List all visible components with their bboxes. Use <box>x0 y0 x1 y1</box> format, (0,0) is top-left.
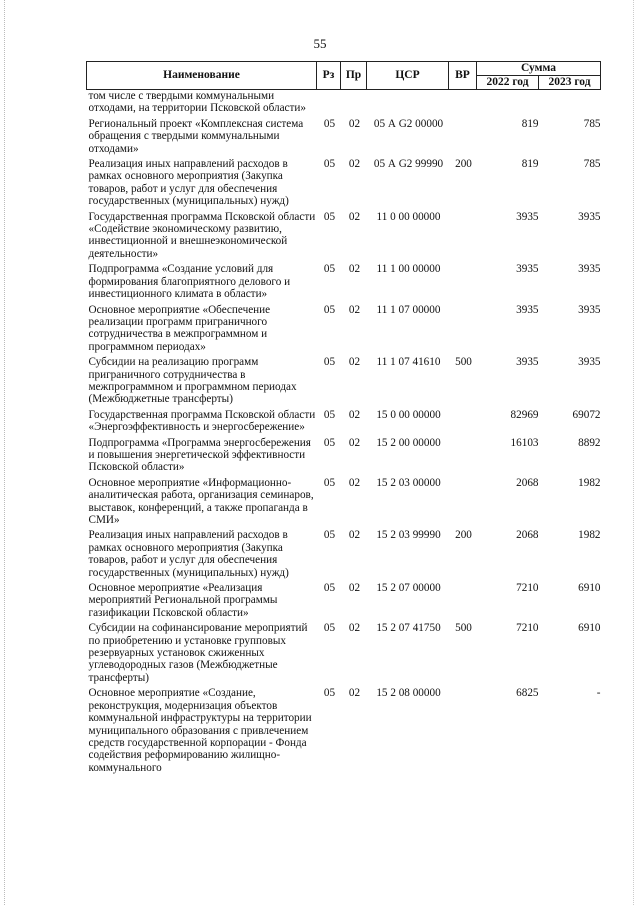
table-header <box>87 62 601 90</box>
cell-vr: 200 <box>455 158 472 171</box>
cell-rz: 05 <box>323 303 336 316</box>
cell-name: Реализация иных направлений расходов в рамках основного мероприятия (Закупка товаров, работ и услуг для обеспечения государственных (муниципальных) нужд) <box>88 158 289 208</box>
cell-csr: 15 2 07 41750 <box>376 622 441 635</box>
cell-pr: 02 <box>348 408 361 421</box>
cell-sum-2023: 6910 <box>578 622 601 635</box>
cell-pr: 02 <box>348 356 361 369</box>
cell-vr <box>449 263 477 303</box>
cell-name: Подпрограмма «Программа энергосбережения и повышения энергетической эффективности Псковской области» <box>88 436 311 474</box>
cell-csr: 11 1 00 00000 <box>376 263 441 276</box>
cell-name: Субсидии на реализацию программ приграничного сотрудничества в межпрограммном и программном периодах (Межбюджетные трансферты) <box>88 356 297 406</box>
cell-pr: 02 <box>348 622 361 635</box>
cell-rz: 05 <box>323 158 336 171</box>
table-body <box>87 90 601 778</box>
cell-sum-2023: 8892 <box>578 436 601 449</box>
cell-pr: 02 <box>348 158 361 171</box>
table-row <box>87 409 601 437</box>
cell-sum-2022: 82969 <box>510 408 539 421</box>
cell-rz: 05 <box>323 436 336 449</box>
cell-sum-2023: 3935 <box>578 263 601 276</box>
cell-csr <box>367 90 449 118</box>
cell-vr: 500 <box>455 622 472 635</box>
col-header-year-2022: 2022 год <box>477 76 539 90</box>
cell-vr <box>449 118 477 158</box>
table-row <box>87 687 601 777</box>
cell-csr: 05 А G2 00000 <box>373 117 444 130</box>
budget-table <box>86 61 601 777</box>
cell-sum-2022: 2068 <box>516 529 539 542</box>
cell-vr <box>449 304 477 357</box>
cell-vr: 200 <box>455 529 472 542</box>
cell-sum-2023: 785 <box>583 158 601 171</box>
cell-sum-2023: - <box>596 687 601 700</box>
cell-name: Основное мероприятие «Реализация мероприятий Региональной программы газификации Псковской области» <box>88 582 278 619</box>
col-header-rz: Рз <box>317 62 341 90</box>
cell-pr: 02 <box>348 529 361 542</box>
cell-rz: 05 <box>323 687 336 700</box>
cell-vr <box>449 90 477 118</box>
table-row <box>87 118 601 158</box>
cell-name: Основное мероприятие «Обеспечение реализации программ приграничного сотрудничества в межпрограммном и программном периодах» <box>88 303 271 353</box>
cell-name: Государственная программа Псковской области «Содействие экономическому развитию, инвестиционной и внешнеэкономической деятельности» <box>88 210 316 260</box>
cell-rz: 05 <box>323 408 336 421</box>
cell-rz: 05 <box>323 622 336 635</box>
cell-rz: 05 <box>323 529 336 542</box>
table-row <box>87 90 601 118</box>
cell-sum-2023: 3935 <box>578 356 601 369</box>
cell-name: Основное мероприятие «Создание, реконструкция, модернизация объектов коммунальной инфраструктуры на территории муниципального образования с привлечением средств государственной корпорации - Фонда содействия реформированию жилищно-коммунального <box>88 687 312 774</box>
col-header-pr: Пр <box>341 62 367 90</box>
cell-csr: 11 1 07 41610 <box>376 356 441 369</box>
cell-pr: 02 <box>348 436 361 449</box>
cell-sum-2023: 1982 <box>578 476 601 489</box>
cell-vr <box>449 437 477 477</box>
cell-sum-2022: 7210 <box>516 582 539 595</box>
cell-pr: 02 <box>348 582 361 595</box>
cell-sum-2022: 3935 <box>516 210 539 223</box>
col-header-vr: ВР <box>449 62 477 90</box>
cell-sum-2023: 3935 <box>578 303 601 316</box>
cell-pr: 02 <box>348 687 361 700</box>
cell-name: Государственная программа Псковской области «Энергоэффективность и энергосбережение» <box>88 408 316 434</box>
cell-csr: 11 1 07 00000 <box>376 303 441 316</box>
cell-sum-2022: 3935 <box>516 356 539 369</box>
cell-pr <box>341 90 367 118</box>
cell-rz: 05 <box>323 263 336 276</box>
cell-pr: 02 <box>348 210 361 223</box>
cell-sum-2022: 2068 <box>516 476 539 489</box>
cell-sum-2023 <box>539 90 601 118</box>
cell-pr: 02 <box>348 476 361 489</box>
cell-vr <box>449 409 477 437</box>
cell-sum-2023: 785 <box>583 117 601 130</box>
cell-sum-2022: 16103 <box>510 436 539 449</box>
col-header-csr: ЦСР <box>367 62 449 90</box>
cell-pr: 02 <box>348 117 361 130</box>
table-row <box>87 158 601 211</box>
cell-name: Основное мероприятие «Информационно-аналитическая работа, организация семинаров, выставок, конференций, а также пропаганда в СМИ» <box>88 476 314 526</box>
cell-sum-2022: 6825 <box>516 687 539 700</box>
cell-csr: 11 0 00 00000 <box>376 210 441 223</box>
cell-sum-2022: 819 <box>521 158 539 171</box>
cell-vr <box>449 582 477 622</box>
cell-name: Субсидии на софинансирование мероприятий по приобретению и установке групповых резервуарных установок сжиженных углеводородных газов (Межбюджетные трансферты) <box>88 622 308 684</box>
cell-sum-2023: 6910 <box>578 582 601 595</box>
scan-edge-left <box>4 0 6 905</box>
cell-name: том числе с твердыми коммунальными отходами, на территории Псковской области» <box>88 90 306 115</box>
cell-sum-2023: 69072 <box>572 408 601 421</box>
table-row <box>87 622 601 687</box>
scan-edge-right <box>633 0 635 905</box>
cell-sum-2023: 3935 <box>578 210 601 223</box>
table-row <box>87 529 601 582</box>
table-row <box>87 477 601 530</box>
table-row <box>87 263 601 303</box>
page-number: 55 <box>313 36 327 51</box>
cell-name: Региональный проект «Комплексная система обращения с твердыми коммунальными отходами» <box>88 117 304 155</box>
col-header-name: Наименование <box>87 62 317 90</box>
cell-sum-2022: 7210 <box>516 622 539 635</box>
col-header-sum: Сумма <box>477 62 601 76</box>
cell-csr: 05 А G2 99990 <box>373 158 444 171</box>
cell-csr: 15 2 03 00000 <box>376 476 441 489</box>
cell-sum-2022 <box>477 90 539 118</box>
cell-sum-2023: 1982 <box>578 529 601 542</box>
cell-vr <box>449 477 477 530</box>
table-row <box>87 437 601 477</box>
cell-vr <box>449 687 477 777</box>
cell-csr: 15 2 00 00000 <box>376 436 441 449</box>
cell-vr: 500 <box>455 356 472 369</box>
cell-csr: 15 0 00 00000 <box>376 408 441 421</box>
cell-pr: 02 <box>348 303 361 316</box>
cell-csr: 15 2 03 99990 <box>376 529 441 542</box>
table-row <box>87 304 601 357</box>
cell-vr <box>449 211 477 264</box>
cell-rz <box>317 90 341 118</box>
cell-sum-2022: 3935 <box>516 263 539 276</box>
cell-rz: 05 <box>323 210 336 223</box>
table-row <box>87 211 601 264</box>
cell-rz: 05 <box>323 476 336 489</box>
cell-csr: 15 2 07 00000 <box>376 582 441 595</box>
col-header-year-2023: 2023 год <box>539 76 601 90</box>
table-row <box>87 356 601 409</box>
table-row <box>87 582 601 622</box>
cell-rz: 05 <box>323 582 336 595</box>
cell-rz: 05 <box>323 356 336 369</box>
cell-sum-2022: 819 <box>521 117 539 130</box>
cell-pr: 02 <box>348 263 361 276</box>
cell-csr: 15 2 08 00000 <box>376 687 441 700</box>
cell-name: Реализация иных направлений расходов в рамках основного мероприятия (Закупка товаров, работ и услуг для обеспечения государственных (муниципальных) нужд) <box>88 529 289 579</box>
cell-rz: 05 <box>323 117 336 130</box>
cell-name: Подпрограмма «Создание условий для формирования благоприятного делового и инвестиционного климата в области» <box>88 263 291 301</box>
cell-sum-2022: 3935 <box>516 303 539 316</box>
